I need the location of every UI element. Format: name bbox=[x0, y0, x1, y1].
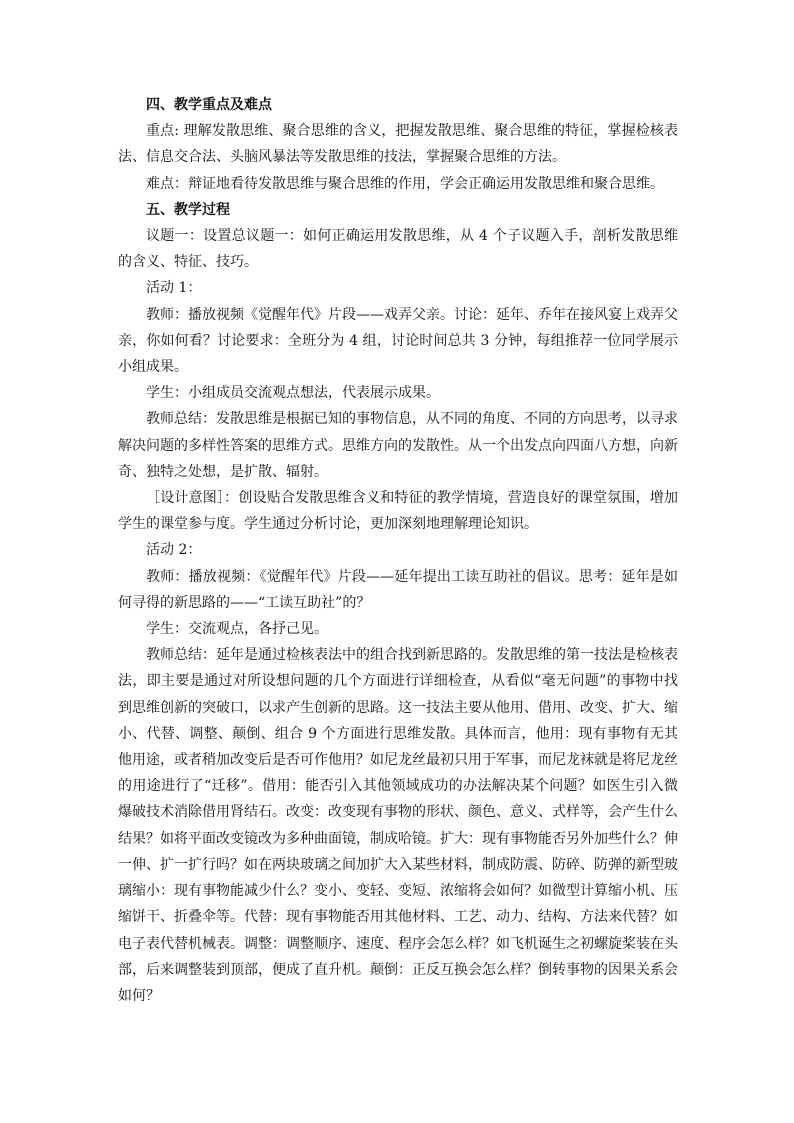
topic1-paragraph: 议题一：设置总议题一：如何正确运用发散思维，从 4 个子议题入手，剖析发散思维的含义、特征、技巧。 bbox=[118, 228, 678, 271]
activity1-design-intent-paragraph: ［设计意图］：创设贴合发散思维含义和特征的教学情境，营造良好的课堂氛围，增加学生的课堂参与度。学生通过分析讨论，更加深刻地理解理论知识。 bbox=[118, 490, 678, 533]
activity2-summary-paragraph: 教师总结：延年是通过检核表法中的组合找到新思路的。发散思维的第一技法是检核表法，即主要是通过对所设想问题的几个方面进行详细检查，从看似“毫无问题”的事物中找到思维创新的突破口，以求产生创新的思路。这一技法主要从他用、借用、改变、扩大、缩小、代替、调整、颠倒、组合 9 个方面进行思维发散。具体而言，他用：现有事物有无其他用途，或者稍加改变后是否可作他用？如尼龙丝最初只用于军事，而尼龙袜就是将尼龙丝的用途进行了“迁移”。借用：能否引入其他领域成功的办法解决某个问题？如医生引入微爆破技术消除借用肾结石。改变：改变现有事物的形状、颜色、意义、式样等，会产生什么结果？如将平面改变镜改为多种曲面镜，制成哈镜。扩大：现有事物能否另外加些什么？伸一伸、扩一扩行吗？如在两块玻璃之间加扩大入某些材料，制成防震、防碎、防弹的新型玻璃缩小：现有事物能减少什么？变小、变轻、变短、浓缩将会如何？如微型计算缩小机、压缩饼干、折叠伞等。代替：现有事物能否用其他材料、工艺、动力、结构、方法来代替？如电子表代替机械表。调整：调整顺序、速度、程序会怎么样？如飞机诞生之初螺旋桨装在头部，后来调整装到顶部，便成了直升机。颠倒：正反互换会怎么样？倒转事物的因果关系会如何？ bbox=[118, 647, 678, 1004]
activity1-teacher-paragraph: 教师：播放视频《觉醒年代》片段——戏弄父亲。讨论：延年、乔年在接风宴上戏弄父亲，你如何看？讨论要求：全班分为 4 组，讨论时间总共 3 分钟，每组推荐一位同学展示小组成果。 bbox=[118, 306, 678, 376]
activity1-label: 活动 1： bbox=[146, 280, 202, 297]
section-heading-key-points: 四、教学重点及难点 bbox=[146, 97, 272, 113]
activity2-teacher-paragraph: 教师：播放视频：《觉醒年代》片段——延年提出工读互助社的倡议。思考：延年是如何寻得的新思路的——“工读互助社”的？ bbox=[118, 568, 678, 611]
difficulties-paragraph: 难点：辩证地看待发散思维与聚合思维的作用，学会正确运用发散思维和聚合思维。 bbox=[146, 175, 664, 192]
activity2-student-paragraph: 学生：交流观点，各抒己见。 bbox=[146, 621, 328, 638]
activity1-summary-paragraph: 教师总结：发散思维是根据已知的事物信息，从不同的角度、不同的方向思考，以寻求解决问题的多样性答案的思维方式。思维方向的发散性。从一个出发点向四面八方想，向新奇、独特之处想，是扩散、辐射。 bbox=[118, 411, 678, 480]
key-points-paragraph: 重点: 理解发散思维、聚合思维的含义，把握发散思维、聚合思维的特征，掌握检核表法、信息交合法、头脑风暴法等发散思维的技法，掌握聚合思维的方法。 bbox=[118, 123, 678, 166]
activity1-student-paragraph: 学生：小组成员交流观点想法，代表展示成果。 bbox=[146, 385, 440, 402]
document-page bbox=[118, 92, 678, 1009]
activity2-label: 活动 2： bbox=[146, 542, 202, 559]
section-heading-teaching-process: 五、教学过程 bbox=[146, 201, 230, 218]
